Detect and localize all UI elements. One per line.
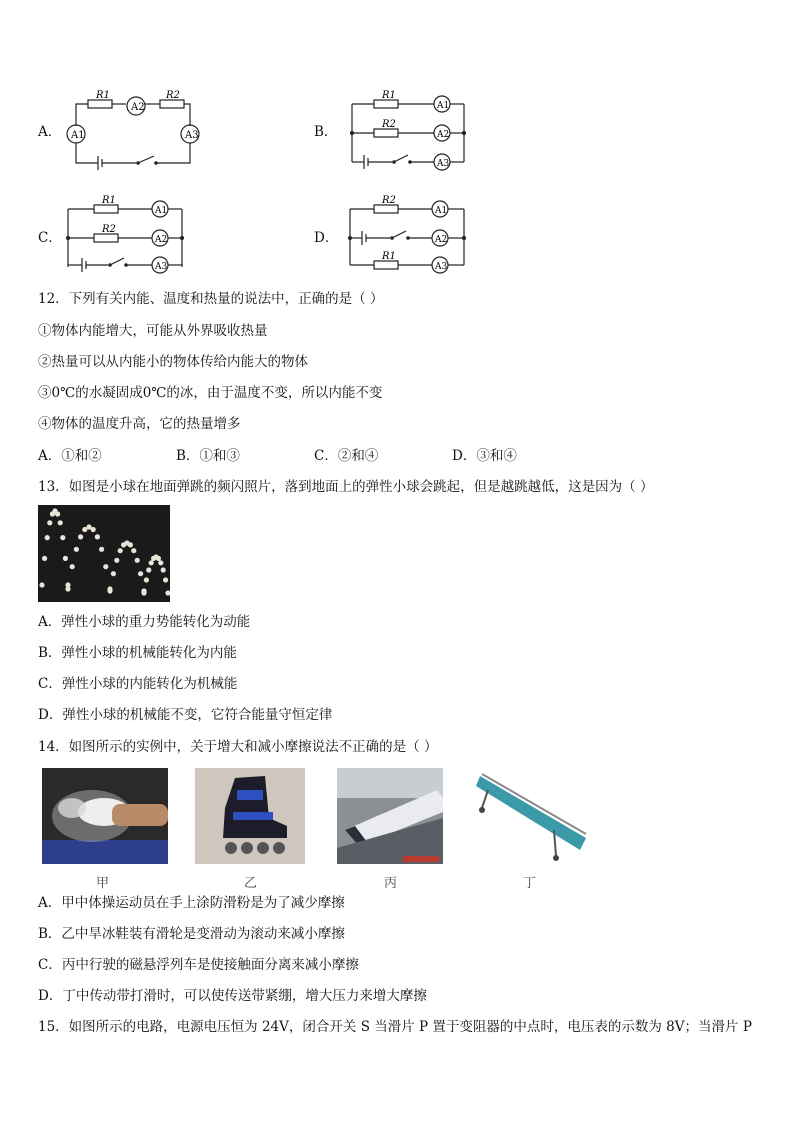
roller-skate-photo <box>195 768 305 864</box>
conveyor-belt-photo <box>474 768 588 864</box>
ball-image <box>47 520 52 525</box>
ball-image <box>65 586 70 591</box>
circuit-diagram-d <box>344 193 474 277</box>
ball-image <box>70 564 75 569</box>
svg-text:R1: R1 <box>382 251 396 262</box>
circuit-diagram-b <box>346 88 476 172</box>
ball-image <box>45 535 50 540</box>
resistor-r1 <box>88 100 112 108</box>
ball-image <box>118 548 123 553</box>
ball-image <box>135 558 140 563</box>
caption-yi: 乙 <box>244 876 258 891</box>
circuit-diagram-a <box>62 88 212 172</box>
q13-choice-c[interactable]: C．弹性小球的内能转化为机械能 <box>38 676 238 692</box>
q12-stem: 12．下列有关内能、温度和热量的说法中，正确的是（ ） <box>38 291 384 307</box>
option-c-label: C． <box>38 230 62 246</box>
ball-image <box>42 556 47 561</box>
svg-text:R1: R1 <box>382 90 396 101</box>
ball-image <box>78 534 83 539</box>
q12-choice-b[interactable]: B．①和③ <box>176 448 240 464</box>
ball-image <box>163 577 168 582</box>
ball-image <box>114 558 119 563</box>
gymnast-chalk-photo <box>42 768 168 864</box>
ball-image <box>149 560 154 565</box>
q12-choice-d[interactable]: D．③和④ <box>452 448 517 464</box>
ball-image <box>103 564 108 569</box>
switch <box>138 156 154 163</box>
svg-text:R2: R2 <box>166 90 180 101</box>
caption-jia: 甲 <box>96 876 110 891</box>
resistor-r2 <box>160 100 184 108</box>
q12-statement-2: ②热量可以从内能小的物体传给内能大的物体 <box>38 354 308 370</box>
q14-choice-d[interactable]: D．丁中传动带打滑时，可以使传送带紧绷，增大压力来增大摩擦 <box>38 988 427 1004</box>
q13-choice-d[interactable]: D．弹性小球的机械能不变，它符合能量守恒定律 <box>38 707 333 723</box>
q14-choice-c[interactable]: C．丙中行驶的磁悬浮列车是使接触面分离来减小摩擦 <box>38 957 359 973</box>
svg-text:A1: A1 <box>155 206 168 216</box>
ball-image <box>111 571 116 576</box>
bouncing-ball-photo <box>38 505 170 602</box>
ball-image <box>58 520 63 525</box>
ball-image <box>128 542 133 547</box>
q12-choice-a[interactable]: A．①和② <box>38 448 102 464</box>
ball-image <box>107 588 112 593</box>
ball-image <box>60 535 65 540</box>
caption-bing: 丙 <box>384 876 398 891</box>
q14-choice-b[interactable]: B．乙中旱冰鞋装有滑轮是变滑动为滚动来减小摩擦 <box>38 926 345 942</box>
ball-image <box>99 547 104 552</box>
svg-text:A3: A3 <box>437 159 450 169</box>
q12-statement-1: ①物体内能增大，可能从外界吸收热量 <box>38 323 268 339</box>
q13-choice-a[interactable]: A．弹性小球的重力势能转化为动能 <box>38 614 251 630</box>
q13-choice-b[interactable]: B．弹性小球的机械能转化为内能 <box>38 645 237 661</box>
svg-text:R2: R2 <box>102 224 116 235</box>
svg-text:A3: A3 <box>435 262 448 272</box>
option-a-label: A． <box>38 124 62 140</box>
svg-text:A2: A2 <box>155 235 168 245</box>
svg-text:R1: R1 <box>96 90 110 101</box>
svg-text:A2: A2 <box>435 235 448 245</box>
q14-choice-a[interactable]: A．甲中体操运动员在手上涂防滑粉是为了减少摩擦 <box>38 895 345 911</box>
option-d-label: D． <box>314 230 339 246</box>
q12-statement-4: ④物体的温度升高，它的热量增多 <box>38 416 241 432</box>
ball-image <box>63 556 68 561</box>
q13-stem: 13．如图是小球在地面弹跳的频闪照片，落到地面上的弹性小球会跳起，但是越跳越低，这是因为（ ） <box>38 479 654 495</box>
ball-image <box>95 534 100 539</box>
ball-image <box>144 577 149 582</box>
circuit-diagram-c <box>62 193 192 277</box>
q14-stem: 14．如图所示的实例中，关于增大和减小摩擦说法不正确的是（ ） <box>38 739 438 755</box>
ball-image <box>91 527 96 532</box>
ball-image <box>138 571 143 576</box>
ball-image <box>55 511 60 516</box>
svg-text:R2: R2 <box>382 195 396 206</box>
ball-image <box>146 567 151 572</box>
svg-text:A3: A3 <box>155 262 168 272</box>
q12-statement-3: ③0℃的水凝固成0℃的冰，由于温度不变，所以内能不变 <box>38 385 383 401</box>
svg-text:A1: A1 <box>437 101 450 111</box>
svg-text:A2: A2 <box>131 102 145 113</box>
q12-choice-c[interactable]: C．②和④ <box>314 448 379 464</box>
ball-image <box>131 548 136 553</box>
svg-text:R2: R2 <box>382 119 396 130</box>
q15-stem: 15．如图所示的电路，电源电压恒为 24V，闭合开关 S 当滑片 P 置于变阻器的中点时，电压表的示数为 8V；当滑片 P <box>38 1019 752 1035</box>
ball-image <box>158 560 163 565</box>
option-b-label: B． <box>314 124 338 140</box>
svg-text:A3: A3 <box>185 130 199 141</box>
ball-image <box>161 567 166 572</box>
ball-image <box>74 547 79 552</box>
svg-text:A2: A2 <box>437 130 450 140</box>
maglev-train-photo <box>337 768 443 864</box>
ball-image <box>141 590 146 595</box>
ball-image <box>156 556 161 561</box>
svg-text:R1: R1 <box>102 195 116 206</box>
svg-text:A1: A1 <box>71 130 85 141</box>
caption-ding: 丁 <box>523 876 537 891</box>
ball-image <box>39 582 44 587</box>
svg-text:A1: A1 <box>435 206 448 216</box>
